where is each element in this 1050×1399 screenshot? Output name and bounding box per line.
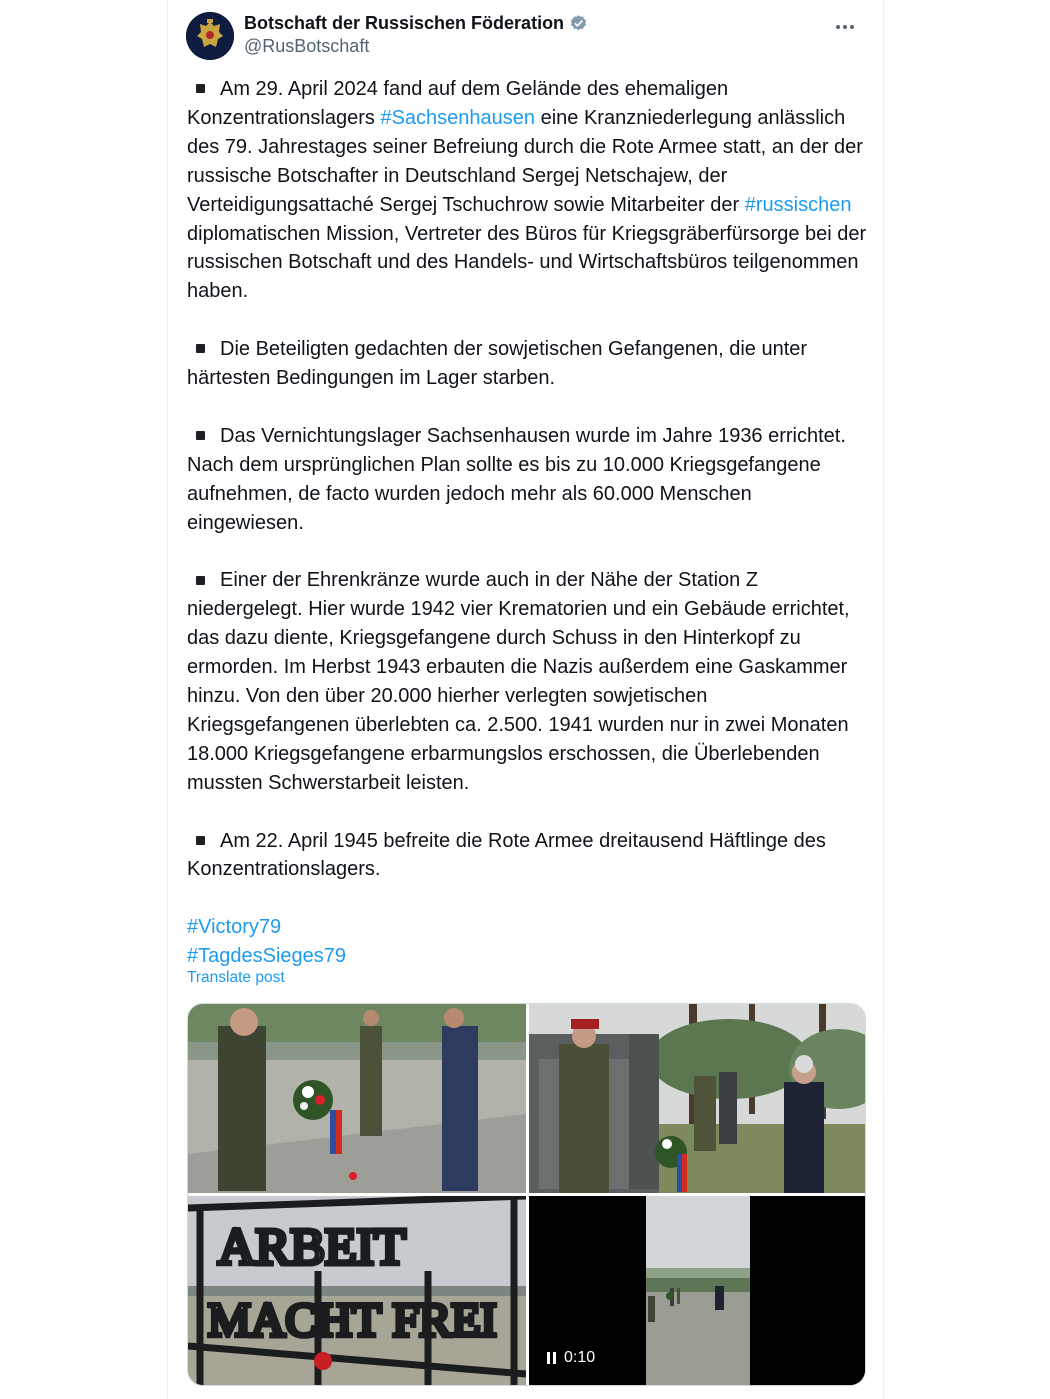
post-card	[167, 0, 884, 1399]
text-segment: Am 22. April 1945 befreite die Rote Armee dreitausend Häftlinge des Konzentrationslagers.	[187, 829, 826, 881]
text-segment: Das Vernichtungslager Sachsenhausen wurde im Jahre 1936 errichtet. Nach dem ursprünglichen Plan sollte es bis zu 10.000 Kriegsgefangene aufnehmen, de facto wurden jedoch mehr als 60.000 Menschen eingewiesen.	[187, 424, 846, 534]
bullet-icon	[196, 576, 205, 585]
more-options-button[interactable]	[827, 16, 863, 40]
author-handle[interactable]: @RusBotschaft	[244, 36, 370, 56]
video-timestamp: 0:10	[564, 1349, 596, 1366]
paragraph-3	[187, 422, 869, 538]
avatar[interactable]	[186, 12, 234, 60]
post-text	[187, 75, 869, 971]
video-player[interactable]	[529, 1196, 866, 1386]
verified-badge-icon	[569, 14, 588, 33]
text-segment: Am 29. April 2024 fand auf dem Gelände des ehemaligen Konzentrationslagers	[187, 78, 729, 129]
post-header	[186, 10, 865, 60]
paragraph-5	[187, 827, 869, 885]
media-grid	[187, 1003, 866, 1386]
author-display-name-row[interactable]	[244, 12, 588, 34]
text-segment: diplomatischen Mission, Vertreter des Büros für Kriegsgräberfürsorge bei der russischen Botschaft und des Handels- und Wirtschaftsbüros teilgenommen haben.	[187, 222, 867, 303]
video-controls[interactable]	[547, 1349, 595, 1367]
more-horizontal-icon	[827, 16, 863, 40]
photo-camp-gate[interactable]	[188, 1196, 526, 1386]
svg-text:MACHT FREI: MACHT FREI	[208, 1294, 497, 1347]
text-segment: eine Kranzniederlegung anlässlich des 79. Jahrestages seiner Befreiung durch die Rote Armee statt, an der der russische Botschafter in Deutschland Sergej Netschajew, der Verteidigungsattaché Sergej Tschuchrow sowie Mitarbeiter der	[187, 106, 863, 216]
coat-of-arms-icon	[186, 12, 234, 60]
author-display-name[interactable]: Botschaft der Russischen Föderation	[244, 13, 565, 33]
paragraph-4	[187, 566, 869, 797]
text-segment: Die Beteiligten gedachten der sowjetischen Gefangenen, die unter härtesten Bedingungen im Lager starben.	[187, 338, 808, 390]
text-segment: Einer der Ehrenkränze wurde auch in der Nähe der Station Z niedergelegt. Hier wurde 1942 vier Krematorien und ein Gebäude errichtet, das dazu diente, Kriegsgefangene durch Schuss in den Hinterkopf zu ermorden. Im Herbst 1943 erbauten die Nazis außerdem eine Gaskammer hinzu. Von den über 20.000 hierher verlegten sowjetischen Kriegsgefangenen überlebten ca. 2.500. 1941 wurden nur in zwei Monaten 18.000 Kriegsgefangene erbarmungslos erschossen, die Überlebenden mussten Schwerstarbeit leisten.	[187, 569, 850, 794]
paragraph-2	[187, 335, 869, 393]
author-names	[244, 12, 588, 58]
bullet-icon	[196, 431, 205, 440]
svg-text:ARBEIT: ARBEIT	[218, 1219, 406, 1276]
bullet-icon	[196, 84, 205, 93]
hashtag-link-russischen[interactable]: #russischen	[744, 193, 852, 216]
pause-icon[interactable]	[547, 1352, 556, 1364]
photo-wreath-salute[interactable]	[188, 1004, 526, 1193]
hashtag-link-victory79[interactable]: #Victory79	[187, 916, 282, 939]
bullet-icon	[196, 836, 205, 845]
hashtag-link-tagdessieges79[interactable]: #TagdesSieges79	[187, 945, 347, 968]
translate-post-link[interactable]: Translate post	[187, 969, 285, 986]
hashtag-line-2	[187, 942, 869, 971]
bullet-icon	[196, 344, 205, 353]
hashtag-line-1	[187, 913, 869, 942]
paragraph-1	[187, 75, 869, 306]
photo-memorial-stone[interactable]	[529, 1004, 866, 1193]
hashtag-link-sachsenhausen[interactable]: #Sachsenhausen	[380, 106, 536, 129]
